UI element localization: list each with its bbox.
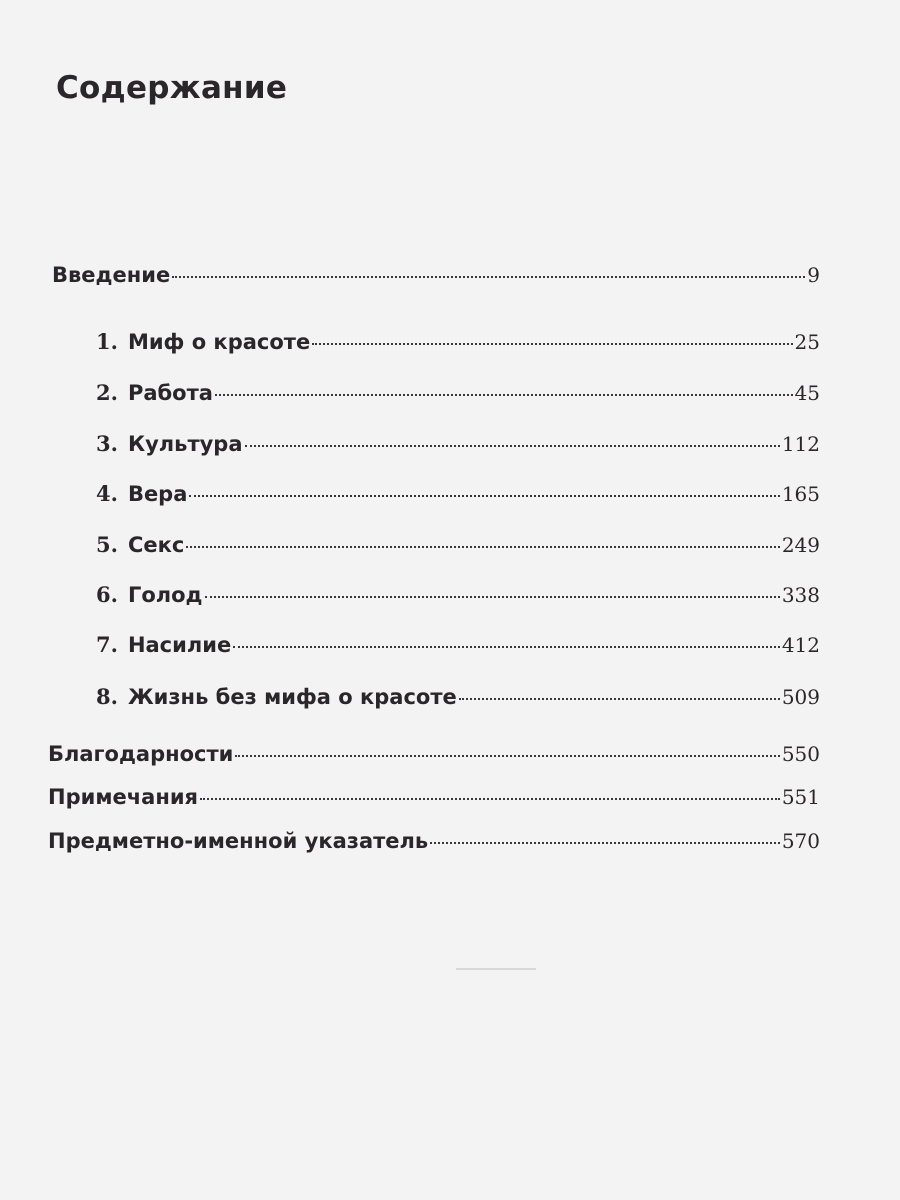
toc-page-number: 112 bbox=[781, 432, 820, 456]
toc-page-number: 551 bbox=[781, 785, 820, 809]
toc-entry-title: Благодарности bbox=[48, 742, 234, 766]
toc-entry-label bbox=[96, 477, 187, 511]
toc-dot-leader bbox=[233, 646, 780, 648]
toc-entry-label bbox=[96, 325, 310, 359]
toc-chapter-number: 3. bbox=[96, 431, 118, 456]
toc-entry-notes bbox=[48, 780, 820, 814]
toc-entry-index bbox=[48, 824, 820, 858]
toc-page-number: 338 bbox=[781, 583, 820, 607]
toc-page-number: 9 bbox=[807, 263, 820, 287]
toc-entry-title: Секс bbox=[127, 533, 185, 557]
toc-entry-title: Голод bbox=[127, 583, 203, 607]
toc-chapter-number: 7. bbox=[96, 632, 118, 657]
toc-dot-leader bbox=[245, 445, 780, 447]
toc-dot-leader bbox=[459, 698, 780, 700]
toc-entry-title: Миф о красоте bbox=[127, 330, 311, 354]
page-smudge bbox=[456, 968, 536, 970]
toc-entry-chapter-4 bbox=[96, 477, 820, 511]
toc-entry-label bbox=[96, 680, 457, 714]
toc-chapter-number: 1. bbox=[96, 329, 118, 354]
toc-chapter-number: 5. bbox=[96, 532, 118, 557]
toc-entry-chapter-7 bbox=[96, 628, 820, 662]
toc-entry-title: Культура bbox=[127, 432, 243, 456]
toc-dot-leader bbox=[200, 798, 780, 800]
toc-entry-chapter-3 bbox=[96, 427, 820, 461]
toc-page-number: 509 bbox=[781, 685, 820, 709]
toc-dot-leader bbox=[172, 276, 805, 278]
toc-entry-label bbox=[48, 824, 428, 858]
toc-entry-acknowledgements bbox=[48, 737, 820, 771]
toc-entry-title: Насилие bbox=[127, 633, 232, 657]
toc-entry-label bbox=[96, 376, 213, 410]
toc-entry-label bbox=[48, 780, 198, 814]
toc-entry-chapter-5 bbox=[96, 528, 820, 562]
toc-chapter-number: 2. bbox=[96, 380, 118, 405]
toc-page-number: 550 bbox=[781, 742, 820, 766]
toc-entry-label bbox=[48, 737, 233, 771]
toc-entry-title: Жизнь без мифа о красоте bbox=[127, 685, 457, 709]
toc-entry-label bbox=[96, 578, 203, 612]
toc-page-number: 570 bbox=[781, 829, 820, 853]
toc-entry-title: Работа bbox=[127, 381, 213, 405]
toc-entry-chapter-6 bbox=[96, 578, 820, 612]
toc-chapter-number: 6. bbox=[96, 582, 118, 607]
toc-entry-label bbox=[96, 427, 243, 461]
toc-page-number: 165 bbox=[781, 482, 820, 506]
toc-dot-leader bbox=[312, 343, 792, 345]
toc-page-number: 45 bbox=[794, 381, 820, 405]
toc-entry-title: Введение bbox=[52, 263, 171, 287]
toc-entry-title: Вера bbox=[127, 482, 188, 506]
toc-entry-chapter-8 bbox=[96, 680, 820, 714]
toc-entry-title: Примечания bbox=[48, 785, 199, 809]
toc-page-number: 25 bbox=[794, 330, 820, 354]
toc-entry-label bbox=[96, 628, 231, 662]
toc-entry-chapter-2 bbox=[96, 376, 820, 410]
toc-dot-leader bbox=[205, 596, 780, 598]
toc-page-number: 249 bbox=[781, 533, 820, 557]
toc-page-number: 412 bbox=[781, 633, 820, 657]
toc-entry-chapter-1 bbox=[96, 325, 820, 359]
toc-entry-label bbox=[52, 258, 170, 292]
toc-dot-leader bbox=[215, 394, 793, 396]
toc-dot-leader bbox=[235, 755, 779, 757]
toc-chapter-number: 4. bbox=[96, 481, 118, 506]
toc-entry-title: Предметно-именной указатель bbox=[48, 829, 429, 853]
toc-chapter-number: 8. bbox=[96, 684, 118, 709]
toc-dot-leader bbox=[186, 546, 780, 548]
toc-dot-leader bbox=[189, 495, 779, 497]
toc-entry-introduction bbox=[52, 258, 820, 292]
page-title: Содержание bbox=[56, 70, 288, 106]
toc-dot-leader bbox=[430, 842, 780, 844]
toc-entry-label bbox=[96, 528, 184, 562]
